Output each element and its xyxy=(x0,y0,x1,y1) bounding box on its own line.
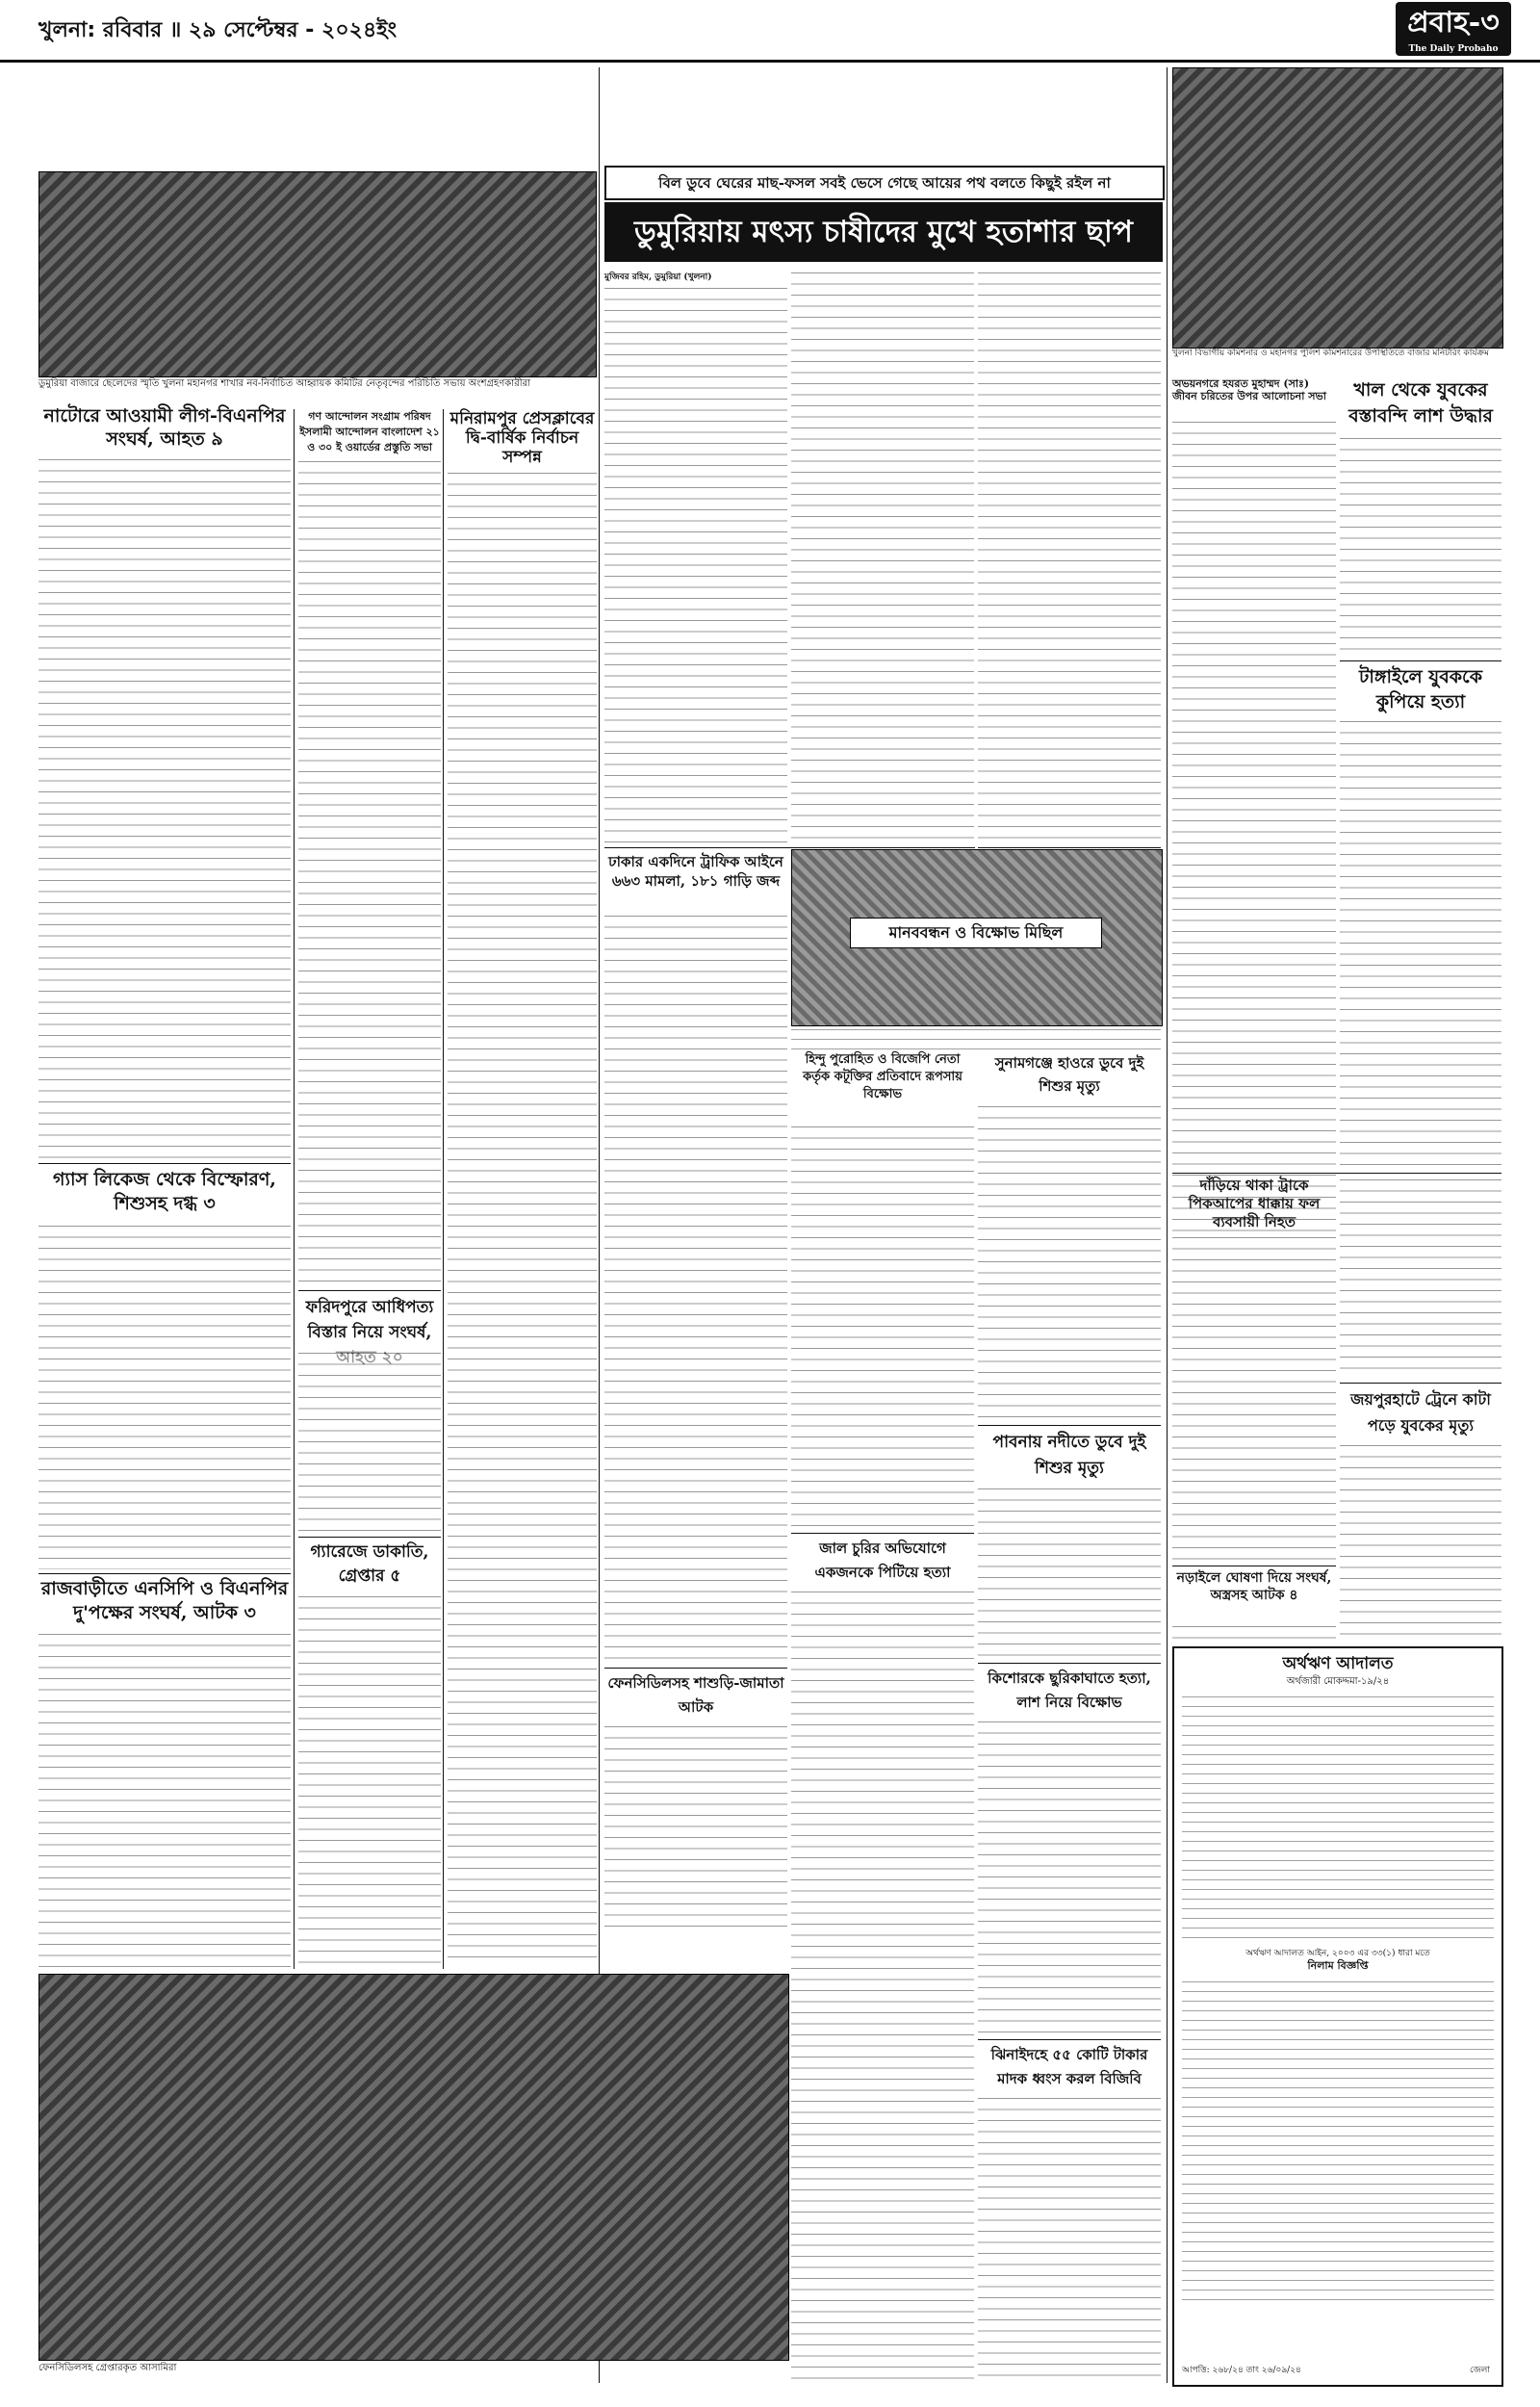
banner-photo-caption xyxy=(791,1026,1161,1049)
headline-islami-andolon: গণ আন্দোলন সংগ্রাম পরিষদ ইসলামী আন্দোলন বাংলাদেশ ২১ ও ৩০ ই ওয়ার্ডের প্রস্তুতি সভা xyxy=(299,410,440,453)
article-body xyxy=(1340,1442,1502,1635)
column-rule xyxy=(1167,67,1168,2383)
main-headline: ডুমুরিয়ায় মৎস্য চাষীদের মুখে হতাশার ছাপ xyxy=(634,215,1133,249)
main-article-col1 xyxy=(604,285,787,843)
divider xyxy=(791,1533,974,1534)
headline-joypurhat: জয়পুরহাটে ট্রেনে কাটা পড়ে যুবকের মৃত্যু xyxy=(1350,1390,1491,1435)
article-body xyxy=(1340,435,1502,657)
legal-notice-box xyxy=(1172,1646,1503,2387)
top-left-caption: ডুমুরিয়া বাজারে ছেলেদের স্মৃতি খুলনা মহানগর শাখার নব-নির্বাচিত আহ্বায়ক কমিটির নেতৃবৃন্দের পরিচিতি সভায় অংশগ্রহণকারীরা xyxy=(38,378,530,389)
article-body xyxy=(1340,718,1502,1171)
notice-footer-left: আপত্তি: ২৬৮/২৪ তাং ২৬/০৯/২৪ xyxy=(1182,2366,1301,2375)
main-article-col3 xyxy=(978,270,1161,847)
headline-monirampur-press: মনিরামপুর প্রেসক্লাবের দ্বি-বার্ষিক নির্বাচন সম্পন্ন xyxy=(449,409,595,467)
date-line: খুলনা: রবিবার ॥ ২৯ সেপ্টেম্বর - ২০২৪ইং xyxy=(38,18,398,42)
article-body xyxy=(978,2095,1161,2384)
headline-natore: নাটোরে আওয়ামী লীগ-বিএনপির সংঘর্ষ, আহত ৯ xyxy=(43,405,286,450)
article-body xyxy=(1172,1623,1336,1643)
headline-sunamganj: সুনামগঞ্জে হাওরে ডুবে দুই শিশুর মৃত্যু xyxy=(994,1054,1144,1095)
article-body xyxy=(1172,419,1336,1237)
divider xyxy=(38,1163,291,1164)
notice-sub: অর্থঋণ আদালত আইন, ২০০৩ এর ৩৩(১) ধারা মতে xyxy=(1245,1949,1430,1958)
article-body xyxy=(604,1723,787,1935)
divider xyxy=(298,1537,441,1538)
article-body xyxy=(978,1719,1161,2036)
divider xyxy=(298,1290,441,1291)
main-article-col2 xyxy=(791,270,974,843)
notice-footer-right: জেলা xyxy=(1469,2366,1490,2375)
divider xyxy=(38,1573,291,1574)
bottom-left-photo xyxy=(38,1974,789,2361)
main-headline-box xyxy=(604,202,1163,262)
article-body xyxy=(448,470,597,1967)
headline-rupsha-protest: হিন্দু পুরোহিত ও বিজেপি নেতা কর্তৃক কটূক্তির প্রতিবাদে রূপসায় বিক্ষোভ xyxy=(803,1052,962,1101)
article-body xyxy=(1340,1177,1502,1379)
headline-traffic: ঢাকার একদিনে ট্রাফিক আইনে ৬৬৩ মামলা, ১৮১ গাড়ি জব্দ xyxy=(608,853,783,890)
notice-details xyxy=(1182,1979,1494,2306)
headline-narail: নড়াইলে ঘোষণা দিয়ে সংঘর্ষ, অস্ত্রসহ আটক ৪ xyxy=(1176,1570,1332,1603)
headline-abhaynagar: অভয়নগরে হযরত মুহাম্মদ (সাঃ) জীবন চরিতের উপর আলোচনা সভা xyxy=(1172,377,1326,402)
article-body xyxy=(38,456,291,1159)
headline-jhenaidah: ঝিনাইদহে ৫৫ কোটি টাকার মাদক ধ্বংস করল বিজিবি xyxy=(990,2046,1148,2087)
headline-pabna: পাবনায় নদীতে ডুবে দুই শিশুর মৃত্যু xyxy=(992,1433,1146,1478)
headline-jal-churi: জাল চুরির অভিযোগে একজনকে পিটিয়ে হত্যা xyxy=(814,1540,951,1581)
page-header xyxy=(0,0,1540,63)
notice-label: নিলাম বিজ্ঞপ্তি xyxy=(1307,1959,1369,1972)
logo-text: প্রবাহ-৩ xyxy=(1407,6,1500,39)
newspaper-logo xyxy=(1396,2,1511,56)
logo-subtitle: The Daily Probaho xyxy=(1408,44,1499,54)
kicker-box xyxy=(604,166,1165,200)
divider xyxy=(978,2039,1161,2040)
article-body xyxy=(978,1103,1161,1421)
article-body xyxy=(298,458,441,1286)
kicker-text: বিল ডুবে ঘেরের মাছ-ফসল সবই ভেসে গেছে আয়ের পথ বলতে কিছুই রইল না xyxy=(658,174,1111,192)
article-body xyxy=(38,1223,291,1569)
headline-canal-body: খাল থেকে যুবকের বস্তাবন্দি লাশ উদ্ধার xyxy=(1348,379,1493,427)
banner-photo xyxy=(791,849,1163,1026)
divider xyxy=(1340,1383,1502,1384)
headline-fencidil: ফেনসিডিলসহ শাশুড়ি-জামাতা আটক xyxy=(607,1674,784,1716)
top-right-photo xyxy=(1172,67,1503,349)
article-body xyxy=(978,1486,1161,1659)
notice-body xyxy=(1182,1694,1494,1944)
top-left-photo xyxy=(38,171,597,377)
headline-garage-robbery: গ্যারেজে ডাকাতি, গ্রেপ্তার ৫ xyxy=(310,1542,429,1586)
notice-case-no: অর্থজারী মোকদ্দমা-১৯/২৪ xyxy=(1286,1676,1390,1687)
headline-faridpur: ফরিদপুরে আধিপত্য বিস্তার নিয়ে সংঘর্ষ, xyxy=(305,1298,434,1342)
headline-tangail: টাঙ্গাইলে যুবককে কুপিয়ে হত্যা xyxy=(1358,666,1482,712)
article-body xyxy=(298,1350,441,1533)
divider xyxy=(1340,660,1502,661)
divider xyxy=(604,847,975,848)
notice-title: অর্থঋণ আদালত xyxy=(1282,1654,1394,1673)
divider xyxy=(978,1663,1161,1664)
bottom-left-caption: ফেনসিডিলসহ গ্রেপ্তারকৃত আসামিরা xyxy=(38,2363,177,2373)
divider xyxy=(1172,1173,1502,1174)
main-byline: মুজিবর রহিম, ডুমুরিয়া (খুলনা) xyxy=(604,272,712,282)
article-body xyxy=(791,1124,974,1528)
divider xyxy=(978,847,1161,848)
article-body xyxy=(791,1589,974,2384)
divider xyxy=(604,1668,787,1669)
top-right-caption: খুলনা বিভাগীয় কমিশনার ও মহানগর পুলিশ কমিশনারের উপস্থিতিতে বাজার মনিটরিং কার্যক্রম xyxy=(1172,349,1490,358)
headline-truck-pickup: দাঁড়িয়ে থাকা ট্রাকে পিকআপের ধাক্কায় ফল ব্যবসায়ী নিহত xyxy=(1188,1177,1321,1230)
headline-kishor-murder: কিশোরকে ছুরিকাঘাতে হত্যা, লাশ নিয়ে বিক্ষোভ xyxy=(988,1669,1151,1711)
divider xyxy=(978,1425,1161,1426)
banner-photo-text: মানববন্ধন ও বিক্ষোভ মিছিল xyxy=(850,918,1102,948)
column-rule xyxy=(443,409,444,1969)
article-body xyxy=(1172,1234,1336,1562)
headline-rajbari-clash: রাজবাড়ীতে এনসিপি ও বিএনপির দু'পক্ষের সংঘর্ষ, আটক ৩ xyxy=(40,1578,289,1623)
article-body xyxy=(298,1593,441,1969)
column-rule xyxy=(294,409,295,1969)
headline-gas-explosion: গ্যাস লিকেজ থেকে বিস্ফোরণ, শিশুসহ দগ্ধ ৩ xyxy=(53,1169,276,1214)
article-body xyxy=(604,913,787,1664)
article-body xyxy=(38,1631,291,1968)
